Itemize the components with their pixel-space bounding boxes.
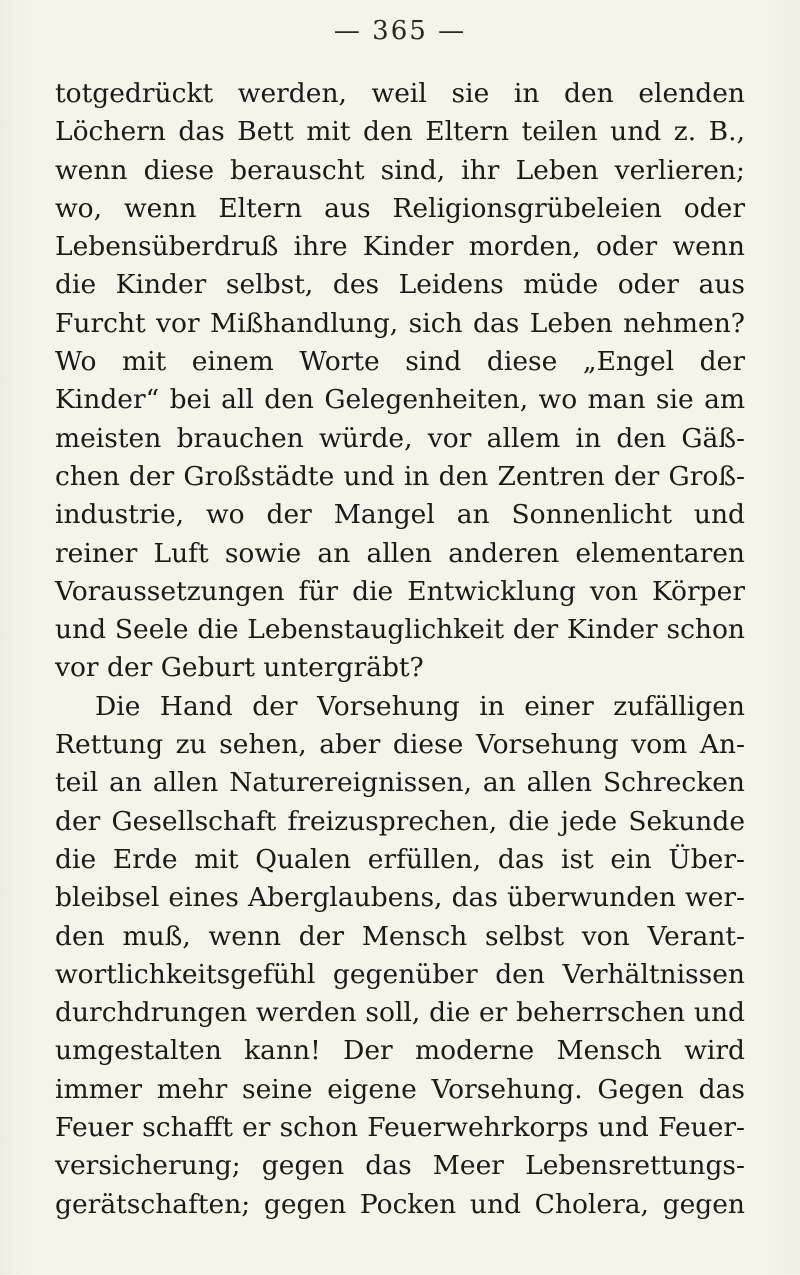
text-line: vor der Geburt untergräbt? xyxy=(55,652,424,684)
text-line: Wo mit einem Worte sind diese „Engel der xyxy=(55,346,745,378)
text-line: der Gesellschaft freizusprechen, die jede Sekunde xyxy=(55,805,745,837)
text-line: industrie, wo der Mangel an Sonnenlicht und xyxy=(55,499,745,531)
text-line: den muß, wenn der Mensch selbst von Verant- xyxy=(55,920,745,952)
text-line: umgestalten kann! Der moderne Mensch wird xyxy=(55,1035,745,1067)
text-line: totgedrückt werden, weil sie in den elenden xyxy=(55,78,745,109)
text-line: und Seele die Lebenstauglichkeit der Kinder schon xyxy=(55,614,745,646)
text-line: Rettung zu sehen, aber diese Vorsehung vom An- xyxy=(55,729,745,761)
text-line: Furcht vor Mißhandlung, sich das Leben nehmen? xyxy=(55,307,745,339)
text-line: die Kinder selbst, des Leidens müde oder aus xyxy=(55,269,745,301)
body-text xyxy=(55,75,745,1224)
page-number: — 365 — xyxy=(333,16,467,46)
text-line: reiner Luft sowie an allen anderen elementaren xyxy=(55,537,745,569)
text-line: wo, wenn Eltern aus Religionsgrübeleien oder xyxy=(55,192,745,224)
text-line: immer mehr seine eigene Vorsehung. Gegen das xyxy=(55,1073,745,1105)
text-line: Feuer schafft er schon Feuerwehrkorps und Feuer- xyxy=(55,1112,745,1144)
text-line: Kinder“ bei all den Gelegenheiten, wo man sie am xyxy=(55,384,745,416)
text-line: Voraussetzungen für die Entwicklung von Körper xyxy=(55,575,745,607)
text-line: versicherung; gegen das Meer Lebensrettungs- xyxy=(55,1150,745,1182)
text-line: Löchern das Bett mit den Eltern teilen und z. B., xyxy=(55,116,745,148)
text-line: Die Hand der Vorsehung in einer zufälligen xyxy=(95,690,745,722)
text-line: teil an allen Naturereignissen, an allen Schrecken xyxy=(55,767,745,799)
text-line: wenn diese berauscht sind, ihr Leben verlieren; xyxy=(55,154,745,186)
text-line: die Erde mit Qualen erfüllen, das ist ein Über- xyxy=(55,843,745,875)
paragraph xyxy=(55,688,745,1224)
text-line: wortlichkeitsgefühl gegenüber den Verhältnissen xyxy=(55,958,745,990)
text-line: chen der Großstädte und in den Zentren der Groß- xyxy=(55,460,745,492)
text-line: gerätschaften; gegen Pocken und Cholera, gegen xyxy=(55,1188,745,1220)
text-line: bleibsel eines Aberglaubens, das überwunden wer- xyxy=(55,882,745,914)
text-line: meisten brauchen würde, vor allem in den Gäß- xyxy=(55,422,745,454)
paragraph xyxy=(55,75,745,688)
text-line: durchdrungen werden soll, die er beherrschen und xyxy=(55,997,745,1029)
text-line: Lebensüberdruß ihre Kinder morden, oder wenn xyxy=(55,231,745,263)
